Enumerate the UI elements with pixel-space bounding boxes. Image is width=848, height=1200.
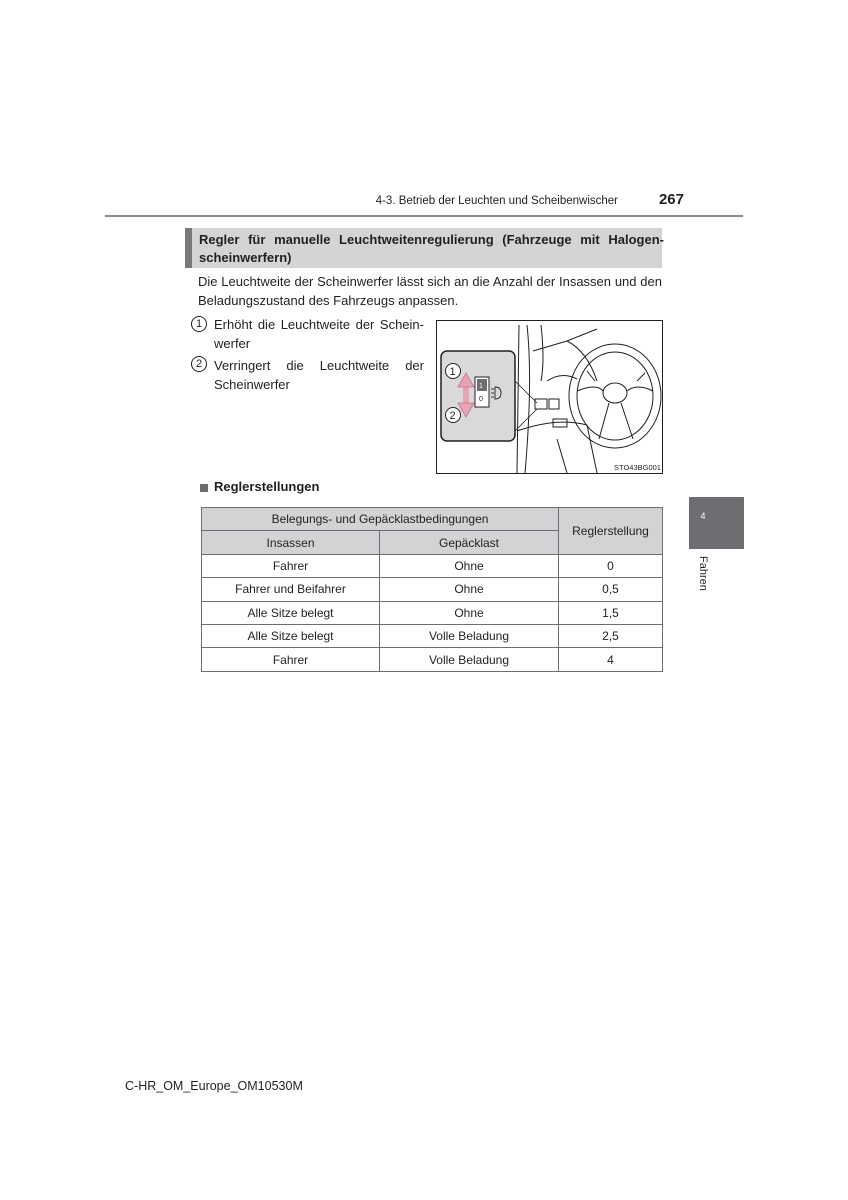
table-cell: Volle Beladung (380, 624, 559, 647)
table-cell: Volle Beladung (380, 648, 559, 671)
settings-table (201, 507, 663, 672)
chapter-label: Fahren (697, 556, 709, 591)
table-row (202, 578, 663, 601)
section-heading: Regler für manuelle Leuchtweitenregulierung (Fahrzeuge mit Halogen-scheinwerfern) (199, 232, 664, 265)
step-text: Erhöht die Leuchtweite der Schein-werfer (214, 317, 424, 351)
table-cell: Ohne (380, 578, 559, 601)
step-number-badge: 1 (191, 316, 207, 332)
chapter-number: 4 (700, 511, 706, 521)
switch-label-1: 1 (479, 383, 483, 390)
table-cell: Alle Sitze belegt (202, 624, 380, 647)
section-heading-box (185, 228, 662, 268)
table-row (202, 554, 663, 577)
illustration-code: STO43BG001 (614, 463, 661, 472)
table-header-luggage: Gepäcklast (380, 531, 559, 554)
table-header-setting: Reglerstellung (559, 508, 663, 555)
chapter-tab (689, 497, 744, 549)
step-number-badge: 2 (191, 356, 207, 372)
running-header-section: 4-3. Betrieb der Leuchten und Scheibenwischer (375, 195, 618, 207)
footer-doc-code: C-HR_OM_Europe_OM10530M (125, 1079, 303, 1093)
callout-1: 1 (449, 366, 456, 378)
step-text: Verringert die Leuchtweite der Scheinwerfer (214, 358, 424, 392)
table-cell: Alle Sitze belegt (202, 601, 380, 624)
table-cell: Fahrer (202, 648, 380, 671)
dashboard-drawing (437, 321, 662, 473)
header-rule (105, 215, 743, 217)
chapter-label-box (695, 556, 709, 616)
table-cell: 2,5 (559, 624, 663, 647)
table-row (202, 624, 663, 647)
page-number: 267 (658, 191, 684, 208)
table-cell: Fahrer und Beifahrer (202, 578, 380, 601)
intro-paragraph: Die Leuchtweite der Scheinwerfer lässt sich an die Anzahl der Insassen und den Beladungszustand des Fahrzeugs anpassen. (198, 274, 662, 308)
table-cell: 4 (559, 648, 663, 671)
dashboard-illustration (436, 320, 663, 474)
table-header-occupants: Insassen (202, 531, 380, 554)
table-cell: 0,5 (559, 578, 663, 601)
table-cell: Fahrer (202, 554, 380, 577)
table-row (202, 601, 663, 624)
settings-heading: Reglerstellungen (214, 479, 320, 494)
square-bullet-icon (200, 484, 208, 492)
table-cell: 0 (559, 554, 663, 577)
switch-label-0: 0 (479, 396, 483, 403)
table-cell: Ohne (380, 554, 559, 577)
table-group-header: Belegungs- und Gepäcklastbedingungen (202, 508, 559, 531)
callout-2: 2 (449, 410, 456, 422)
table-row (202, 648, 663, 671)
table-cell: 1,5 (559, 601, 663, 624)
table-cell: Ohne (380, 601, 559, 624)
